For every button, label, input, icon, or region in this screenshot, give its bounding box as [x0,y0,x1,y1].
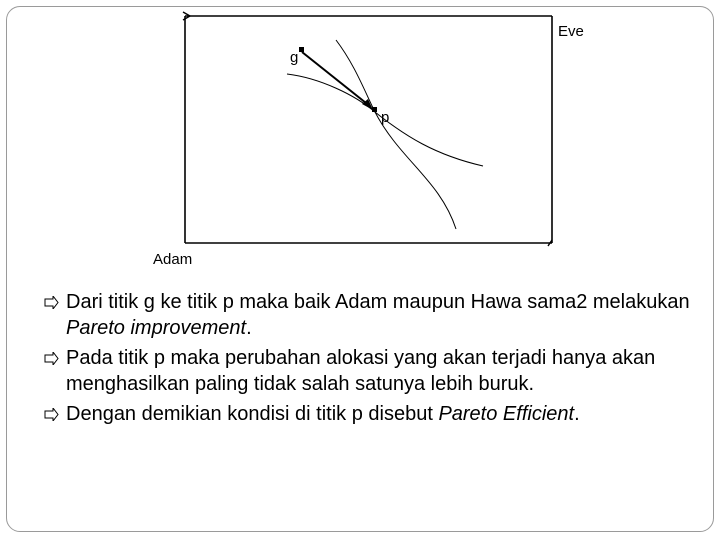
point-p [372,107,377,112]
bullet-emphasis: Pareto Efficient [438,403,575,425]
label-g: g [290,49,299,66]
bullet-item-pareto-improvement [44,289,704,341]
bullet-arrow-icon [44,296,59,309]
label-eve: Eve [558,23,584,40]
bullet-text: Pada titik p maka perubahan alokasi yang akan terjadi hanya akan menghasilkan paling tidak salah satunya lebih buruk. [66,347,656,395]
bullet-list [44,289,704,431]
bullet-item-allocation-change [44,345,704,397]
label-p: p [381,109,390,126]
bullet-item-pareto-efficient [44,401,704,427]
bullet-arrow-icon [44,408,59,421]
bullet-suffix: . [574,403,580,425]
label-adam: Adam [153,251,193,268]
bullet-text: Dengan demikian kondisi di titik p disebut [66,403,439,425]
bullet-suffix: . [246,317,252,339]
bullet-arrow-icon [44,352,59,365]
eve-indifference-curve [336,40,456,229]
bullet-text: Dari titik g ke titik p maka baik Adam maupun Hawa sama2 melakukan [66,291,690,313]
bullet-emphasis: Pareto improvement [66,317,247,339]
point-g [299,47,304,52]
